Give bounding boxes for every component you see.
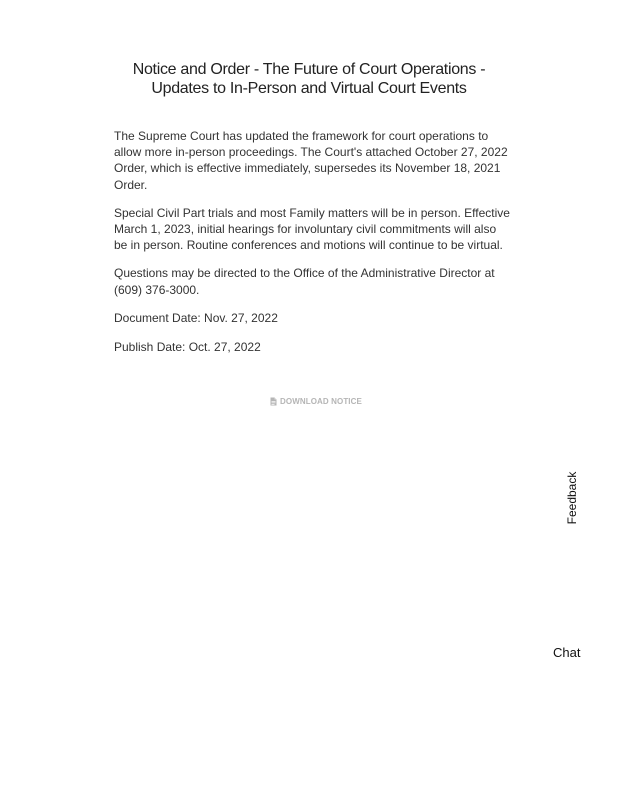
chat-label: Chat [553, 645, 581, 660]
page-title-line-2: Updates to In-Person and Virtual Court Events [151, 80, 467, 97]
download-notice-label: DOWNLOAD NOTICE [280, 397, 362, 406]
file-icon [270, 397, 277, 406]
chat-button[interactable] [553, 645, 580, 660]
notice-body [114, 128, 510, 368]
document-date: Document Date: Nov. 27, 2022 [114, 310, 278, 325]
feedback-tab[interactable] [560, 462, 584, 534]
notice-paragraph: The Supreme Court has updated the framework for court operations to allow more in-person proceedings. The Court's attached October 27, 2022 Order, which is effective immediately, supersedes its November 18, 2021 Order. [114, 129, 508, 192]
page-title-line-1: Notice and Order - The Future of Court Operations - [132, 61, 486, 78]
feedback-label: Feedback [565, 471, 579, 525]
page-title [100, 60, 518, 98]
publish-date: Publish Date: Oct. 27, 2022 [114, 340, 261, 355]
download-notice-link[interactable] [270, 397, 362, 406]
notice-paragraph: Questions may be directed to the Office of the Administrative Director at (609) 376-3000. [114, 266, 495, 297]
notice-paragraph: Special Civil Part trials and most Family matters will be in person. Effective March 1, 2023, initial hearings for involuntary civil commitments will also be in person. Routine conferences and motions will continue to be virtual. [114, 205, 510, 253]
